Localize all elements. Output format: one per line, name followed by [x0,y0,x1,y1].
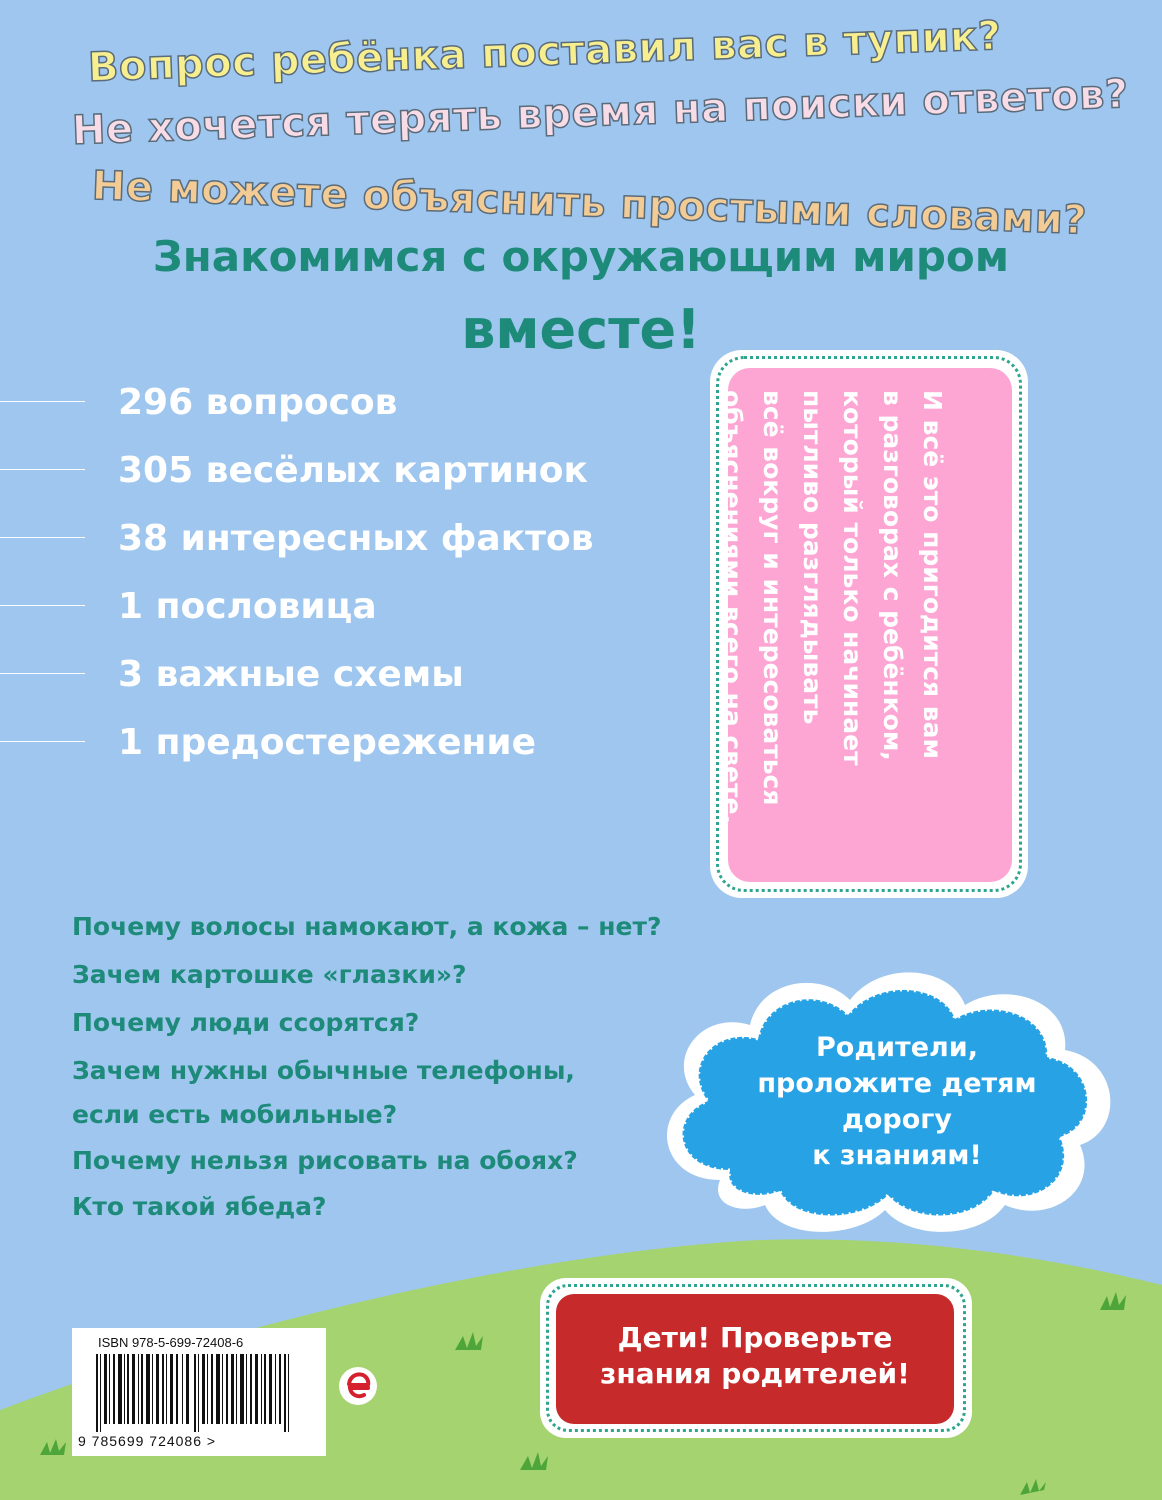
title-line-2: вместе! [461,298,701,361]
feature-item: 1 предостережение [118,722,537,763]
divider-line [0,741,85,742]
pink-card-line: И всё это пригодится вам [918,390,947,759]
publisher-logo-icon [338,1366,378,1406]
child-question: Зачем картошке «глазки»? [72,960,467,989]
divider-line [0,605,85,606]
divider-line [0,469,85,470]
isbn-label: ISBN 978-5-699-72408-6 [98,1335,244,1350]
child-question: Кто такой ябеда? [72,1192,327,1221]
feature-item: 3 важные схемы [118,654,464,695]
header-question-2: Не хочется терять время на поиски ответов? [71,71,1130,154]
feature-item: 305 весёлых картинок [118,450,588,491]
pink-card-line: пытливо разглядывать [798,390,827,725]
barcode-bars [96,1354,306,1432]
child-question: Зачем нужны обычные телефоны, [72,1056,575,1085]
cloud-text [752,1030,1042,1174]
divider-line [0,673,85,674]
child-question: Почему люди ссорятся? [72,1008,420,1037]
cloud-line: дорогу [842,1104,952,1135]
divider-line [0,537,85,538]
child-question: Почему нельзя рисовать на обоях? [72,1146,578,1175]
feature-item: 1 пословица [118,586,377,627]
cloud-line: Родители, [816,1032,978,1063]
pink-card-line: в разговорах с ребёнком, [878,390,907,761]
cloud-line: проложите детям [757,1068,1037,1099]
pink-card-line: который только начинает [838,390,867,766]
red-card-line: знания родителей! [600,1357,910,1390]
header-question-1: Вопрос ребёнка поставил вас в тупик? [87,13,1003,91]
feature-item: 296 вопросов [118,382,398,423]
child-question: если есть мобильные? [72,1100,398,1129]
red-card-text [556,1320,954,1392]
title-line-1: Знакомимся с окружающим миром [152,232,1010,281]
barcode-digits: 9 785699 724086 > [78,1433,217,1449]
pink-card-line: объяснениями всего на свете. [718,390,747,824]
pink-card-line: всё вокруг и интересоваться [758,390,787,806]
divider-line [0,401,85,402]
feature-item: 38 интересных фактов [118,518,594,559]
cloud-line: к знаниям! [812,1140,982,1171]
pink-card-text [712,390,952,870]
red-card-line: Дети! Проверьте [617,1321,893,1354]
child-question: Почему волосы намокают, а кожа – нет? [72,912,662,941]
header-question-3: Не можете объяснить простыми словами? [91,163,1088,244]
